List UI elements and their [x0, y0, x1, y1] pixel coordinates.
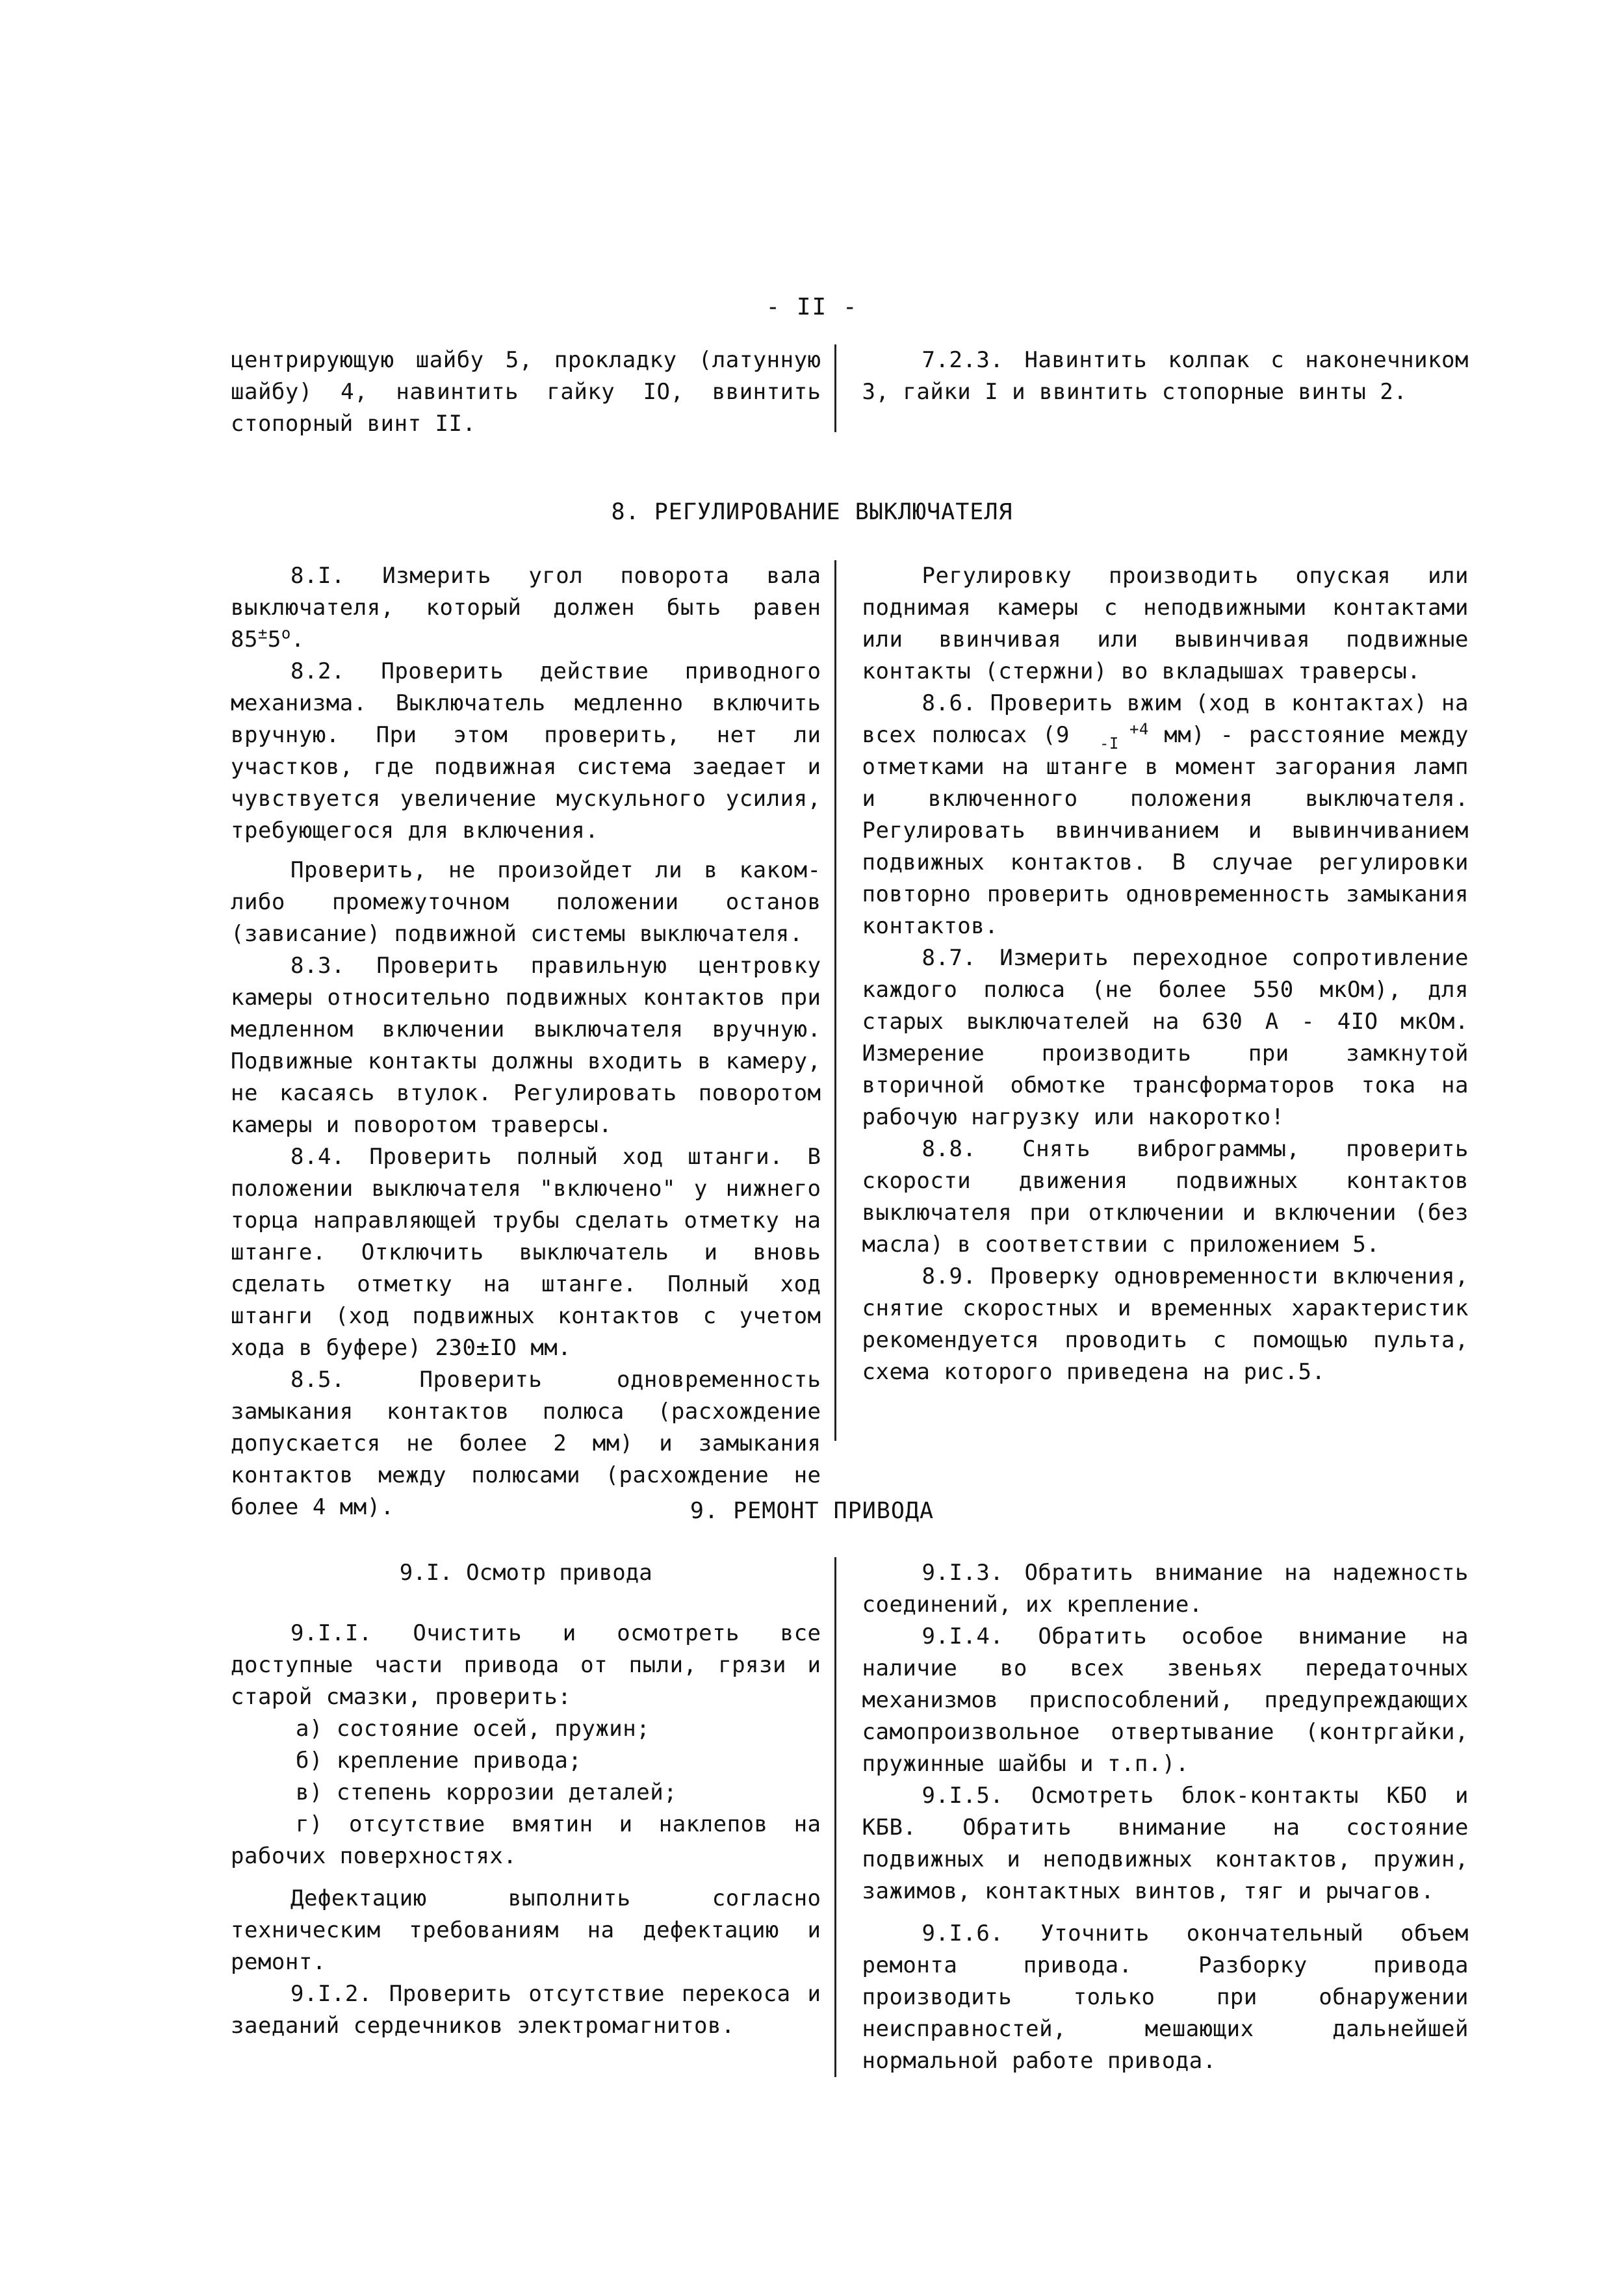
- paragraph-regulation: Регулировку производить опуская или поднимая камеры с неподвижными контактами или ввинчивая или вывинчивая подвижные контакты (стержни) во вкладышах траверсы.: [862, 563, 1469, 684]
- tolerance-value: 5: [267, 627, 281, 653]
- paragraph-8-7: 8.7. Измерить переходное сопротивление каждого полюса (не более 550 мкОм), для старых выключателей на 630 А - 4IO мкОм. Измерение производить при замкнутой вторичной обмотке трансформаторов тока на рабочую нагрузку или накоротко!: [862, 945, 1469, 1130]
- top-left-column: [231, 344, 834, 440]
- continuation-text: центрирующую шайбу 5, прокладку (латунную шайбу) 4, навинтить гайку IO, ввинтить стопорный винт II.: [231, 347, 821, 437]
- section-8-body: [231, 560, 1469, 1523]
- spacer: [862, 1907, 1469, 1918]
- spacer: [231, 847, 821, 855]
- paragraph-8-6-rest: мм) - расстояние между отметками на штанге в момент загорания ламп и включенного положения выключателя. Регулировать ввинчиванием и вывинчиванием подвижных контактов. В случае регулировки повторно проверить одновременность замыкания контактов.: [862, 722, 1469, 939]
- section-9-title: 9. РЕМОНТ ПРИВОДА: [690, 1498, 934, 1524]
- section-9-left-column: [231, 1557, 834, 2077]
- paragraph-8-6-text: 8.6. Проверить вжим (ход в контактах) на всех полюсах (9: [862, 690, 1469, 748]
- paragraph-8-9: 8.9. Проверку одновременности включения, снятие скоростных и временных характеристик рекомендуется проводить с помощью пульта, схема которого приведена на рис.5.: [862, 1263, 1469, 1385]
- paragraph-9-1-3: 9.I.3. Обратить внимание на надежность соединений, их крепление.: [862, 1560, 1469, 1618]
- paragraph-8-6: [862, 688, 1469, 942]
- paragraph-8-2: 8.2. Проверить действие приводного механизма. Выключатель медленно включить вручную. При этом проверить, нет ли участков, где подвижная система заедает и чувствуется увеличение мускульного усилия, требующегося для включения.: [231, 658, 821, 844]
- paragraph-9-1-5: 9.I.5. Осмотреть блок-контакты КБО и КБВ. Обратить внимание на состояние подвижных и неподвижных контактов, пружин, зажимов, контактных винтов, тяг и рычагов.: [862, 1783, 1469, 1904]
- degree-sign: o: [281, 624, 291, 643]
- top-right-column: [836, 344, 1469, 440]
- section-9-right-column: [836, 1557, 1469, 2077]
- paragraph-8-2-continued: Проверить, не произойдет ли в каком-либо промежуточном положении останов (зависание) подвижной системы выключателя.: [231, 857, 821, 947]
- section-8-title: 8. РЕГУЛИРОВАНИЕ ВЫКЛЮЧАТЕЛЯ: [611, 499, 1013, 525]
- plus-minus-sign: ±: [257, 624, 268, 643]
- section-8-right-column: [836, 560, 1469, 1523]
- paragraph-9-1-6: 9.I.6. Уточнить окончательный объем ремонта привода. Разборку привода производить только при обнаружении неисправностей, мешающих дальнейшей нормальной работе привода.: [862, 1920, 1469, 2074]
- list-item: б) крепление привода;: [296, 1748, 582, 1774]
- section-9-body: [231, 1557, 1469, 2077]
- page-number: - II -: [766, 294, 858, 320]
- subsection-9-1-title: 9.I. Осмотр привода: [399, 1560, 652, 1586]
- paragraph-9-1-4: 9.I.4. Обратить особое внимание на наличие во всех звеньях передаточных механизмов приспособлений, предупреждающих самопроизвольное отвертывание (контргайки, пружинные шайбы и т.п.).: [862, 1623, 1469, 1777]
- paragraph-9-1-2: 9.I.2. Проверить отсутствие перекоса и заеданий сердечников электромагнитов.: [231, 1981, 821, 2039]
- list-item: г) отсутствие вмятин и наклепов на рабочих поверхностях.: [231, 1811, 821, 1869]
- list-item: а) состояние осей, пружин;: [296, 1716, 651, 1742]
- period: .: [290, 627, 305, 653]
- section-8-left-column: [231, 560, 834, 1523]
- top-block: [231, 344, 1469, 440]
- paragraph-9-1-1: 9.I.I. Очистить и осмотреть все доступные части привода от пыли, грязи и старой смазки, проверить:: [231, 1620, 821, 1710]
- paragraph-defect: Дефектацию выполнить согласно техническим требованиям на дефектацию и ремонт.: [231, 1885, 821, 1975]
- paragraph-8-3: 8.3. Проверить правильную центровку камеры относительно подвижных контактов при медленном включении выключателя вручную. Подвижные контакты должны входить в камеру, не касаясь втулок. Регулировать поворотом камеры и поворотом траверсы.: [231, 953, 821, 1138]
- spacer: [231, 1872, 821, 1883]
- list-item: в) степень коррозии деталей;: [296, 1779, 678, 1805]
- paragraph-8-4: 8.4. Проверить полный ход штанги. В положении выключателя "включено" у нижнего торца направляющей трубы сделать отметку на штанге. Отключить выключатель и вновь сделать отметку на штанге. Полный ход штанги (ход подвижных контактов с учетом хода в буфере) 230±IO мм.: [231, 1144, 821, 1361]
- paragraph-7-2-3: 7.2.3. Навинтить колпак с наконечником 3, гайки I и ввинтить стопорные винты 2.: [862, 347, 1469, 405]
- paragraph-8-1-text: 8.I. Измерить угол поворота вала выключателя, который должен быть равен 85: [231, 563, 821, 653]
- paragraph-8-5: 8.5. Проверить одновременность замыкания контактов полюса (расхождение допускается не более 2 мм) и замыкания контактов между полюсами (расхождение не более 4 мм).: [231, 1367, 821, 1520]
- tolerance-fraction: +4 -I: [1099, 719, 1149, 753]
- paragraph-8-1: [231, 560, 821, 656]
- paragraph-8-8: 8.8. Снять виброграммы, проверить скорости движения подвижных контактов выключателя при отключении и включении (без масла) в соответствии с приложением 5.: [862, 1136, 1469, 1258]
